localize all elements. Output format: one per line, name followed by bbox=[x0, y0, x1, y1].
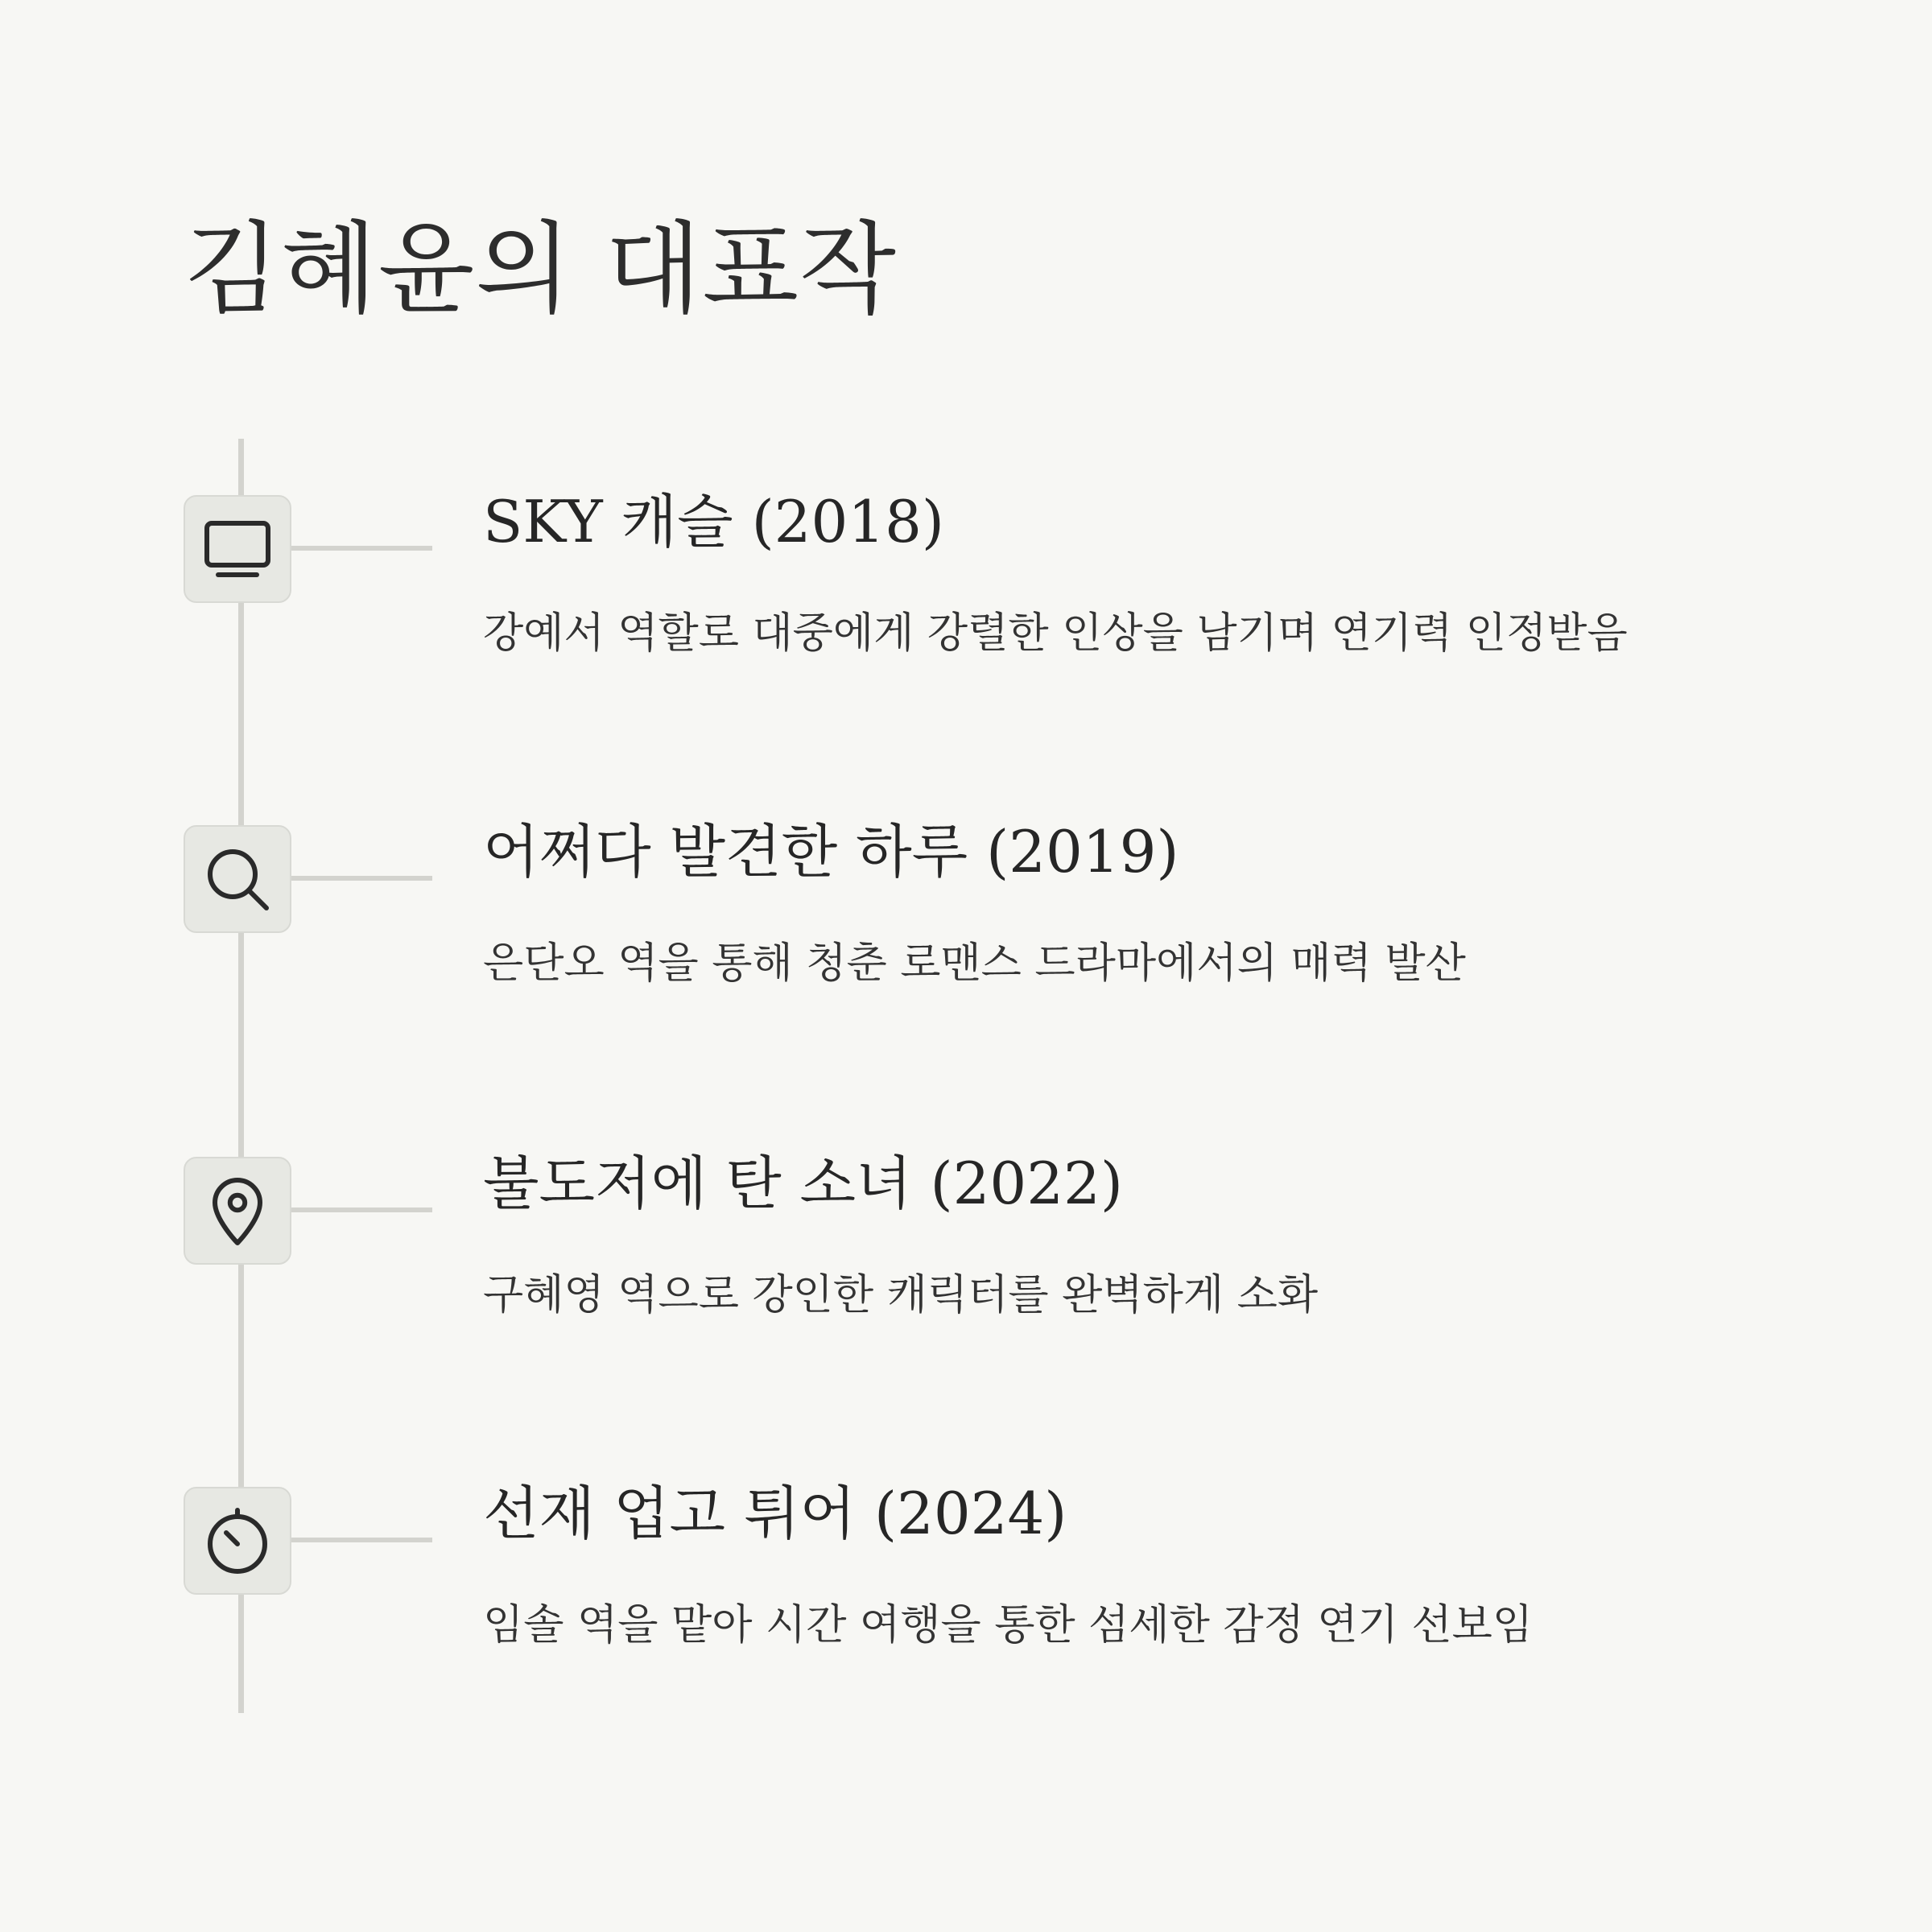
timer-icon bbox=[199, 1502, 276, 1579]
timeline-connector bbox=[291, 876, 432, 881]
search-icon bbox=[199, 840, 276, 918]
item-description: 은단오 역을 통해 청춘 로맨스 드라마에서의 매력 발산 bbox=[483, 939, 1466, 988]
timeline-connector bbox=[291, 1208, 432, 1212]
timer-icon-box bbox=[184, 1487, 291, 1595]
item-title: 어쩌다 발견한 하루 (2019) bbox=[483, 818, 1179, 886]
item-title: 불도저에 탄 소녀 (2022) bbox=[483, 1150, 1123, 1217]
item-title: SKY 캐슬 (2018) bbox=[483, 488, 945, 555]
item-description: 구혜영 역으로 강인한 캐릭터를 완벽하게 소화 bbox=[483, 1271, 1319, 1319]
search-icon-box bbox=[184, 825, 291, 933]
map-pin-icon-box bbox=[184, 1157, 291, 1265]
page-title: 김혜윤의 대표작 bbox=[184, 212, 897, 328]
timeline-connector bbox=[291, 1538, 432, 1542]
map-pin-icon bbox=[199, 1172, 276, 1249]
item-description: 강예서 역할로 대중에게 강렬한 인상을 남기며 연기력 인정받음 bbox=[483, 609, 1628, 658]
item-description: 임솔 역을 맡아 시간 여행을 통한 섬세한 감정 연기 선보임 bbox=[483, 1601, 1534, 1649]
tv-icon bbox=[199, 510, 276, 588]
tv-icon-box bbox=[184, 495, 291, 603]
timeline-connector bbox=[291, 546, 432, 551]
item-title: 선재 업고 튀어 (2024) bbox=[483, 1480, 1067, 1547]
